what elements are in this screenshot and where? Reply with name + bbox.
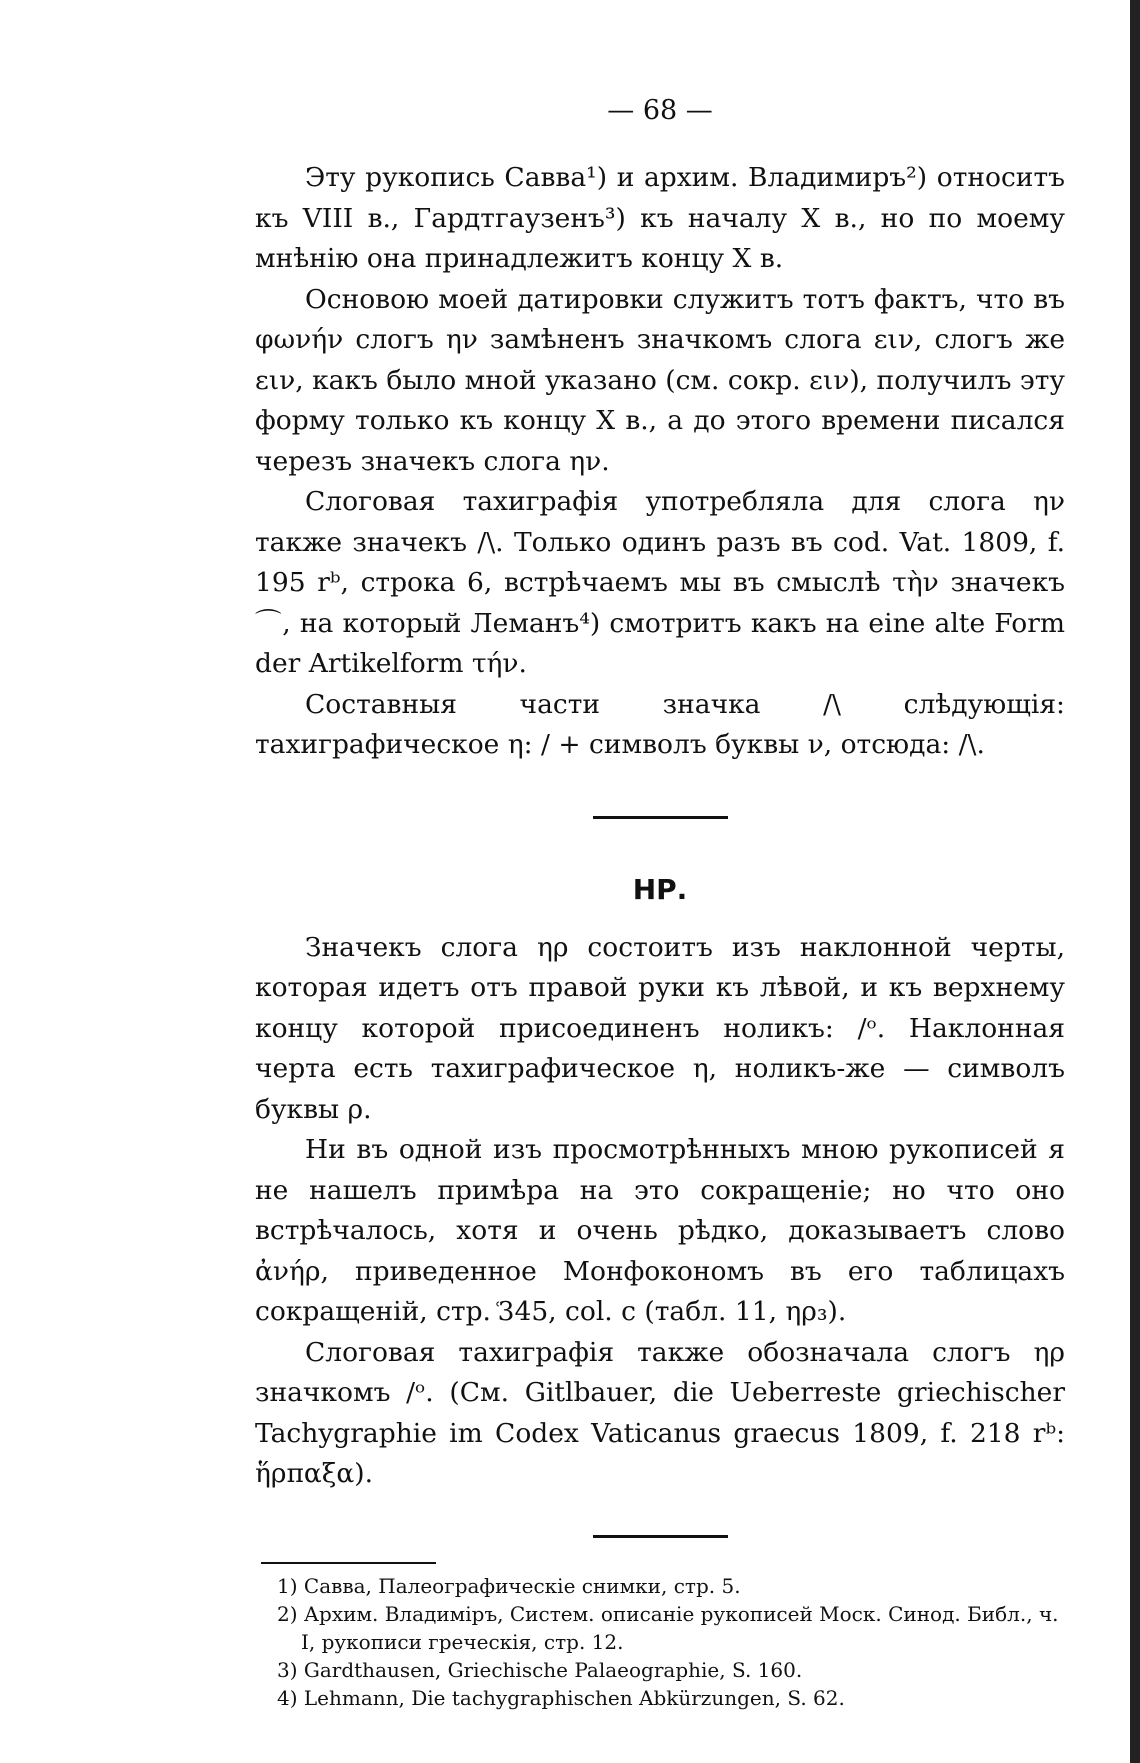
- paragraph-manuscript-evidence: Ни въ одной изъ просмотрѣнныхъ мною рукописей я не нашелъ примѣра на это сокращеніе; но что оно встрѣчалось, хотя и очень рѣдко, доказываетъ слово ἀνήρ, приведенное Монфокономъ въ его таблицахъ сокращеній, стр. ͑345, col. c (табл. 11, ηρ₃).: [255, 1134, 1065, 1327]
- page-edge: [1130, 0, 1140, 1763]
- footnotes: [255, 1572, 1065, 1712]
- paragraph-dating-opinions: Эту рукопись Савва¹) и архим. Владимиръ²) относитъ къ VIII в., Гардтгаузенъ³) къ началу X в., но по моему мнѣнію она принадлежитъ концу X в.: [255, 162, 1065, 274]
- footnote: 3) Gardthausen, Griechische Palaeographie, S. 160.: [277, 1657, 803, 1682]
- page-number: — 68 —: [607, 95, 713, 126]
- section-heading: НР.: [632, 872, 688, 906]
- section-separator: [593, 816, 728, 819]
- page-content: [255, 95, 1065, 1712]
- paragraph-syllabic-tachygraphy: Слоговая тахиграфія употребляла для слога ην также значекъ /\. Только одинъ разъ въ cod. Vat. 1809, f. 195 rᵇ, строка 6, встрѣчаемъ мы въ смыслѣ τὴν значекъ ⌒, на который Леманъ⁴) смотритъ какъ на eine alte Form der Artikelform τήν.: [255, 486, 1065, 679]
- paragraph-sign-components: Составныя части значка /\ слѣдующія: тахиграфическое η: / + символъ буквы ν, отсюда: /\.: [255, 688, 1065, 760]
- paragraph-dating-basis: Основою моей датировки служитъ тотъ фактъ, что въ φωνήν слогъ ην замѣненъ значкомъ слога ειν, слогъ же ειν, какъ было мной указано (см. сокр. ειν), получилъ эту форму только къ концу X в., а до этого времени писался черезъ значекъ слога ην.: [255, 283, 1065, 477]
- footnote: 4) Lehmann, Die tachygraphischen Abkürzungen, S. 62.: [277, 1685, 845, 1710]
- footnote-rule: [261, 1562, 436, 1564]
- paragraph-gitlbauer-reference: Слоговая тахиграфія также обозначала слогъ ηρ значкомъ /ᵒ. (См. Gitlbauer, die Ueberreste griechischer Tachygraphie im Codex Vaticanus graecus 1809, f. 218 rᵇ: ἥρπαξα).: [255, 1336, 1065, 1489]
- footnote: 1) Савва, Палеографическіе снимки, стр. 5.: [277, 1573, 741, 1598]
- footnote: 2) Архим. Владиміръ, Систем. описаніе рукописей Моск. Синод. Библ., ч. I, рукописи греческія, стр. 12.: [277, 1601, 1059, 1654]
- section-separator: [593, 1535, 728, 1538]
- paragraph-sign-description: Значекъ слога ηρ состоитъ изъ наклонной черты, которая идетъ отъ правой руки къ лѣвой, и къ верхнему концу которой присоединенъ ноликъ: /ᵒ. Наклонная черта есть тахиграфическое η, ноликъ-же — символъ буквы ρ.: [255, 931, 1065, 1125]
